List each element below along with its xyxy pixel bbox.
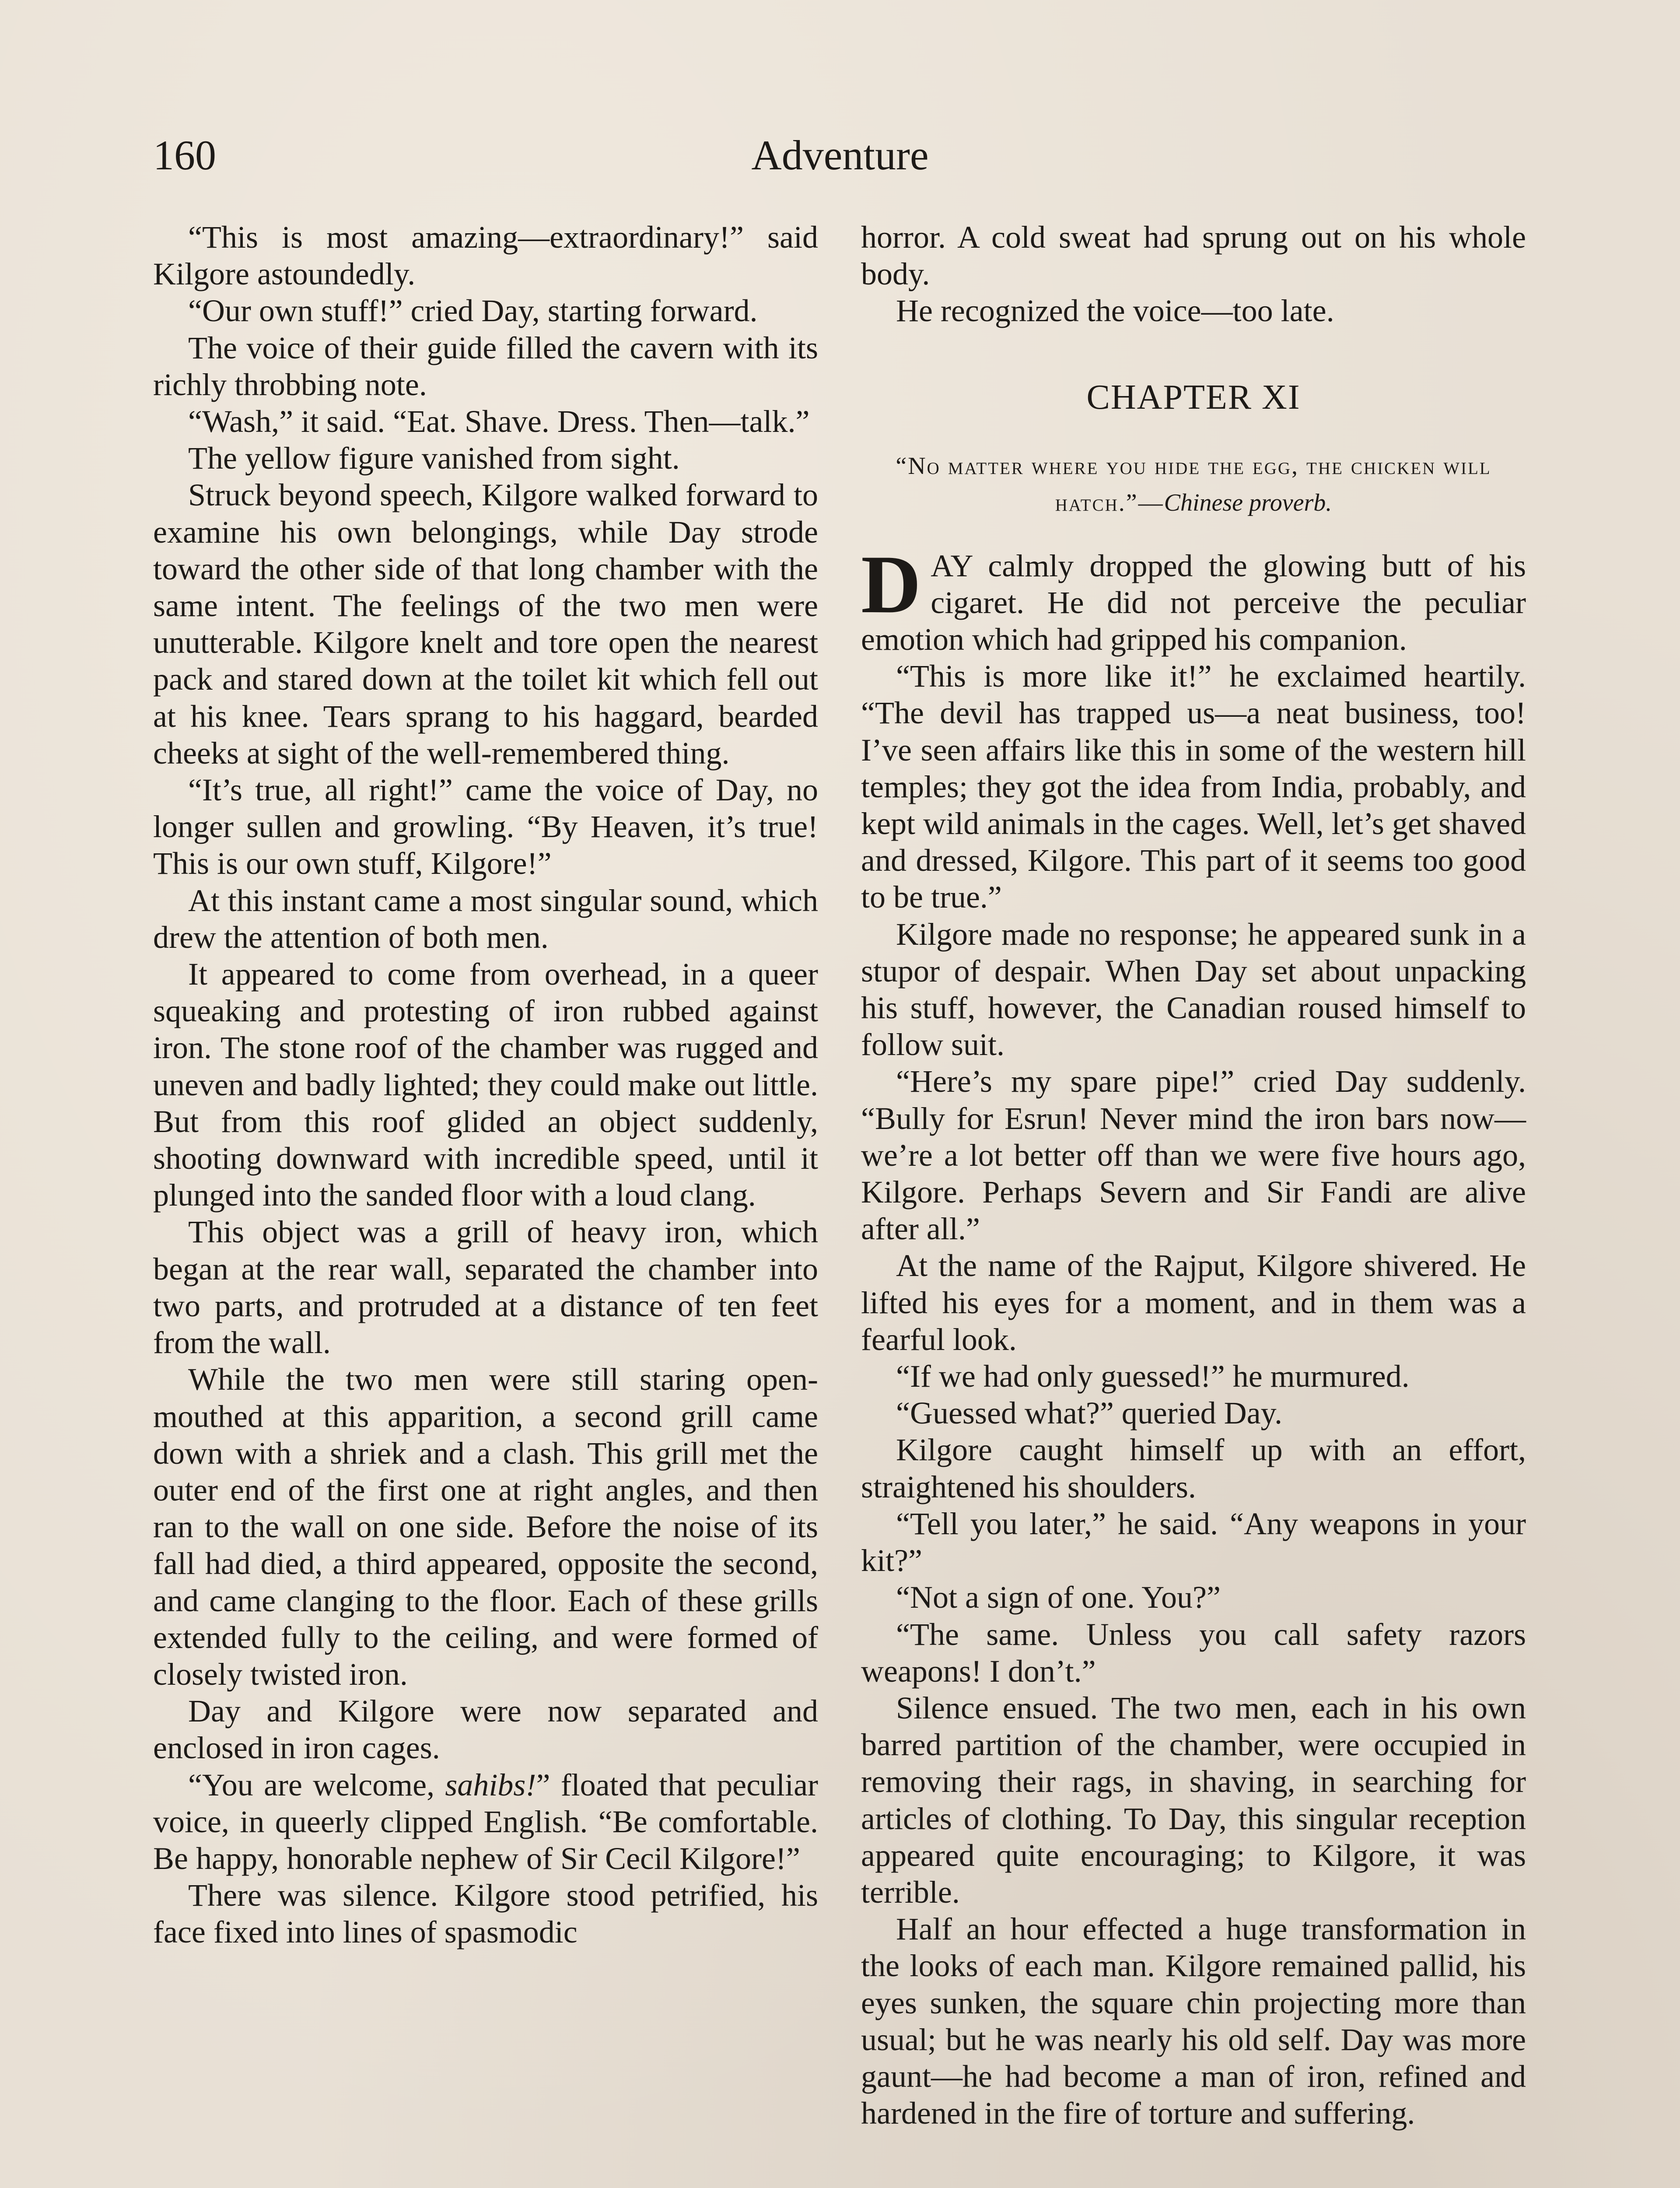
paragraph: Silence ensued. The two men, each in his own barred partition of the chamber, were occupied in removing their rags, in shaving, in searching for articles of clothing. To Day, this singular reception appeared quite encouraging; to Kilgore, it was terrible. bbox=[861, 1690, 1526, 1910]
epigraph bbox=[883, 448, 1504, 521]
text-run: ” floated that peculiar voice, in queerly clipped English. “Be comfortable. Be happy, honorable nephew of Sir Cecil Kilgore!” bbox=[153, 1767, 818, 1876]
paragraph: “Not a sign of one. You?” bbox=[896, 1580, 1221, 1615]
paragraph: “Tell you later,” he said. “Any weapons in your kit?” bbox=[861, 1506, 1526, 1578]
paragraph: “Here’s my spare pipe!” cried Day suddenly. “Bully for Esrun! Never mind the iron bars now—we’re a lot better off than we were five hours ago, Kilgore. Perhaps Severn and Sir Fandi are alive after all.” bbox=[861, 1064, 1526, 1247]
paragraph bbox=[861, 538, 1526, 658]
paragraph: There was silence. Kilgore stood petrified, his face fixed into lines of spasmodic bbox=[153, 1878, 818, 1950]
paragraph: At the name of the Rajput, Kilgore shivered. He lifted his eyes for a moment, and in them was a fearful look. bbox=[861, 1248, 1526, 1357]
chapter-heading: CHAPTER XI bbox=[1086, 378, 1301, 417]
paragraph: “If we had only guessed!” he murmured. bbox=[896, 1359, 1410, 1394]
text-run: AY calmly dropped the glowing butt of his cigaret. He did not perceive the peculiar emotion which had gripped his companion. bbox=[861, 548, 1526, 657]
epigraph-attribution: Chinese proverb. bbox=[1164, 489, 1332, 516]
page-number: 160 bbox=[153, 132, 216, 179]
paragraph: “The same. Unless you call safety razors weapons! I don’t.” bbox=[861, 1616, 1526, 1689]
drop-cap: D bbox=[861, 538, 921, 631]
left-column bbox=[153, 219, 818, 1951]
italic-text: sahibs! bbox=[445, 1767, 536, 1802]
paragraph: The yellow figure vanished from sight. bbox=[188, 441, 680, 476]
paragraph: “Our own stuff!” cried Day, starting forward. bbox=[188, 293, 758, 329]
paragraph: Kilgore caught himself up with an effort, straightened his shoulders. bbox=[861, 1432, 1526, 1504]
paragraph: Kilgore made no response; he appeared sunk in a stupor of despair. When Day set about unpacking his stuff, however, the Canadian roused himself to follow suit. bbox=[861, 916, 1526, 1062]
paragraph: Struck beyond speech, Kilgore walked forward to examine his own belongings, while Day strode toward the other side of that long chamber with the same intent. The feelings of the two men were unutterable. Kilgore knelt and tore open the nearest pack and stared down at the toilet kit which fell out at his knee. Tears sprang to his haggard, bearded cheeks at sight of the well-remembered thing. bbox=[153, 477, 818, 771]
paragraph: “It’s true, all right!” came the voice of Day, no longer sullen and growling. “By Heaven, it’s true! This is our own stuff, Kilgore!” bbox=[153, 772, 818, 881]
paragraph: The voice of their guide filled the cavern with its richly throbbing note. bbox=[153, 330, 818, 402]
paragraph: “Guessed what?” queried Day. bbox=[896, 1396, 1282, 1431]
right-column bbox=[861, 219, 1526, 2132]
paragraph: At this instant came a most singular sound, which drew the attention of both men. bbox=[153, 883, 818, 955]
paragraph: Day and Kilgore were now separated and enclosed in iron cages. bbox=[153, 1694, 818, 1766]
paragraph bbox=[153, 1767, 818, 1877]
running-title: Adventure bbox=[751, 132, 929, 179]
paragraph: “This is most amazing—extraordinary!” said Kilgore astoundedly. bbox=[153, 220, 818, 292]
paragraph: “This is more like it!” he exclaimed heartily. “The devil has trapped us—a neat business, too! I’ve seen affairs like this in some of the western hill temples; they got the idea from India, probably, and kept wild animals in the cages. Well, let’s get shaved and dressed, Kilgore. This part of it seems too good to be true.” bbox=[861, 659, 1526, 915]
paragraph: This object was a grill of heavy iron, which began at the rear wall, separated the chamber into two parts, and protruded at a distance of ten feet from the wall. bbox=[153, 1214, 818, 1360]
text-run: “You are welcome, bbox=[188, 1767, 445, 1802]
paragraph: While the two men were still staring open-mouthed at this apparition, a second grill came down with a shriek and a clash. This grill met the outer end of the first one at right angles, and then ran to the wall on one side. Before the noise of its fall had died, a third appeared, opposite the second, and came clanging to the floor. Each of these grills extended fully to the ceiling, and were formed of closely twisted iron. bbox=[153, 1362, 818, 1692]
paragraph: “Wash,” it said. “Eat. Shave. Dress. Then—talk.” bbox=[188, 404, 810, 439]
paragraph: Half an hour effected a huge transformation in the looks of each man. Kilgore remained pallid, his eyes sunken, the square chin projecting more than usual; but he was nearly his old self. Day was more gaunt—he had become a man of iron, refined and hardened in the fire of torture and suffering. bbox=[861, 1911, 1526, 2131]
paragraph: horror. A cold sweat had sprung out on his whole body. bbox=[861, 220, 1526, 292]
paragraph: It appeared to come from overhead, in a queer squeaking and protesting of iron rubbed against iron. The stone roof of the chamber was rugged and uneven and badly lighted; they could make out little. But from this roof glided an object suddenly, shooting downward with incredible speed, until it plunged into the sanded floor with a loud clang. bbox=[153, 957, 818, 1213]
epigraph-text: “No matter where you hide the egg, the chicken will hatch.”— bbox=[896, 452, 1491, 516]
paragraph: He recognized the voice—too late. bbox=[896, 293, 1334, 329]
page-header bbox=[153, 125, 1527, 186]
